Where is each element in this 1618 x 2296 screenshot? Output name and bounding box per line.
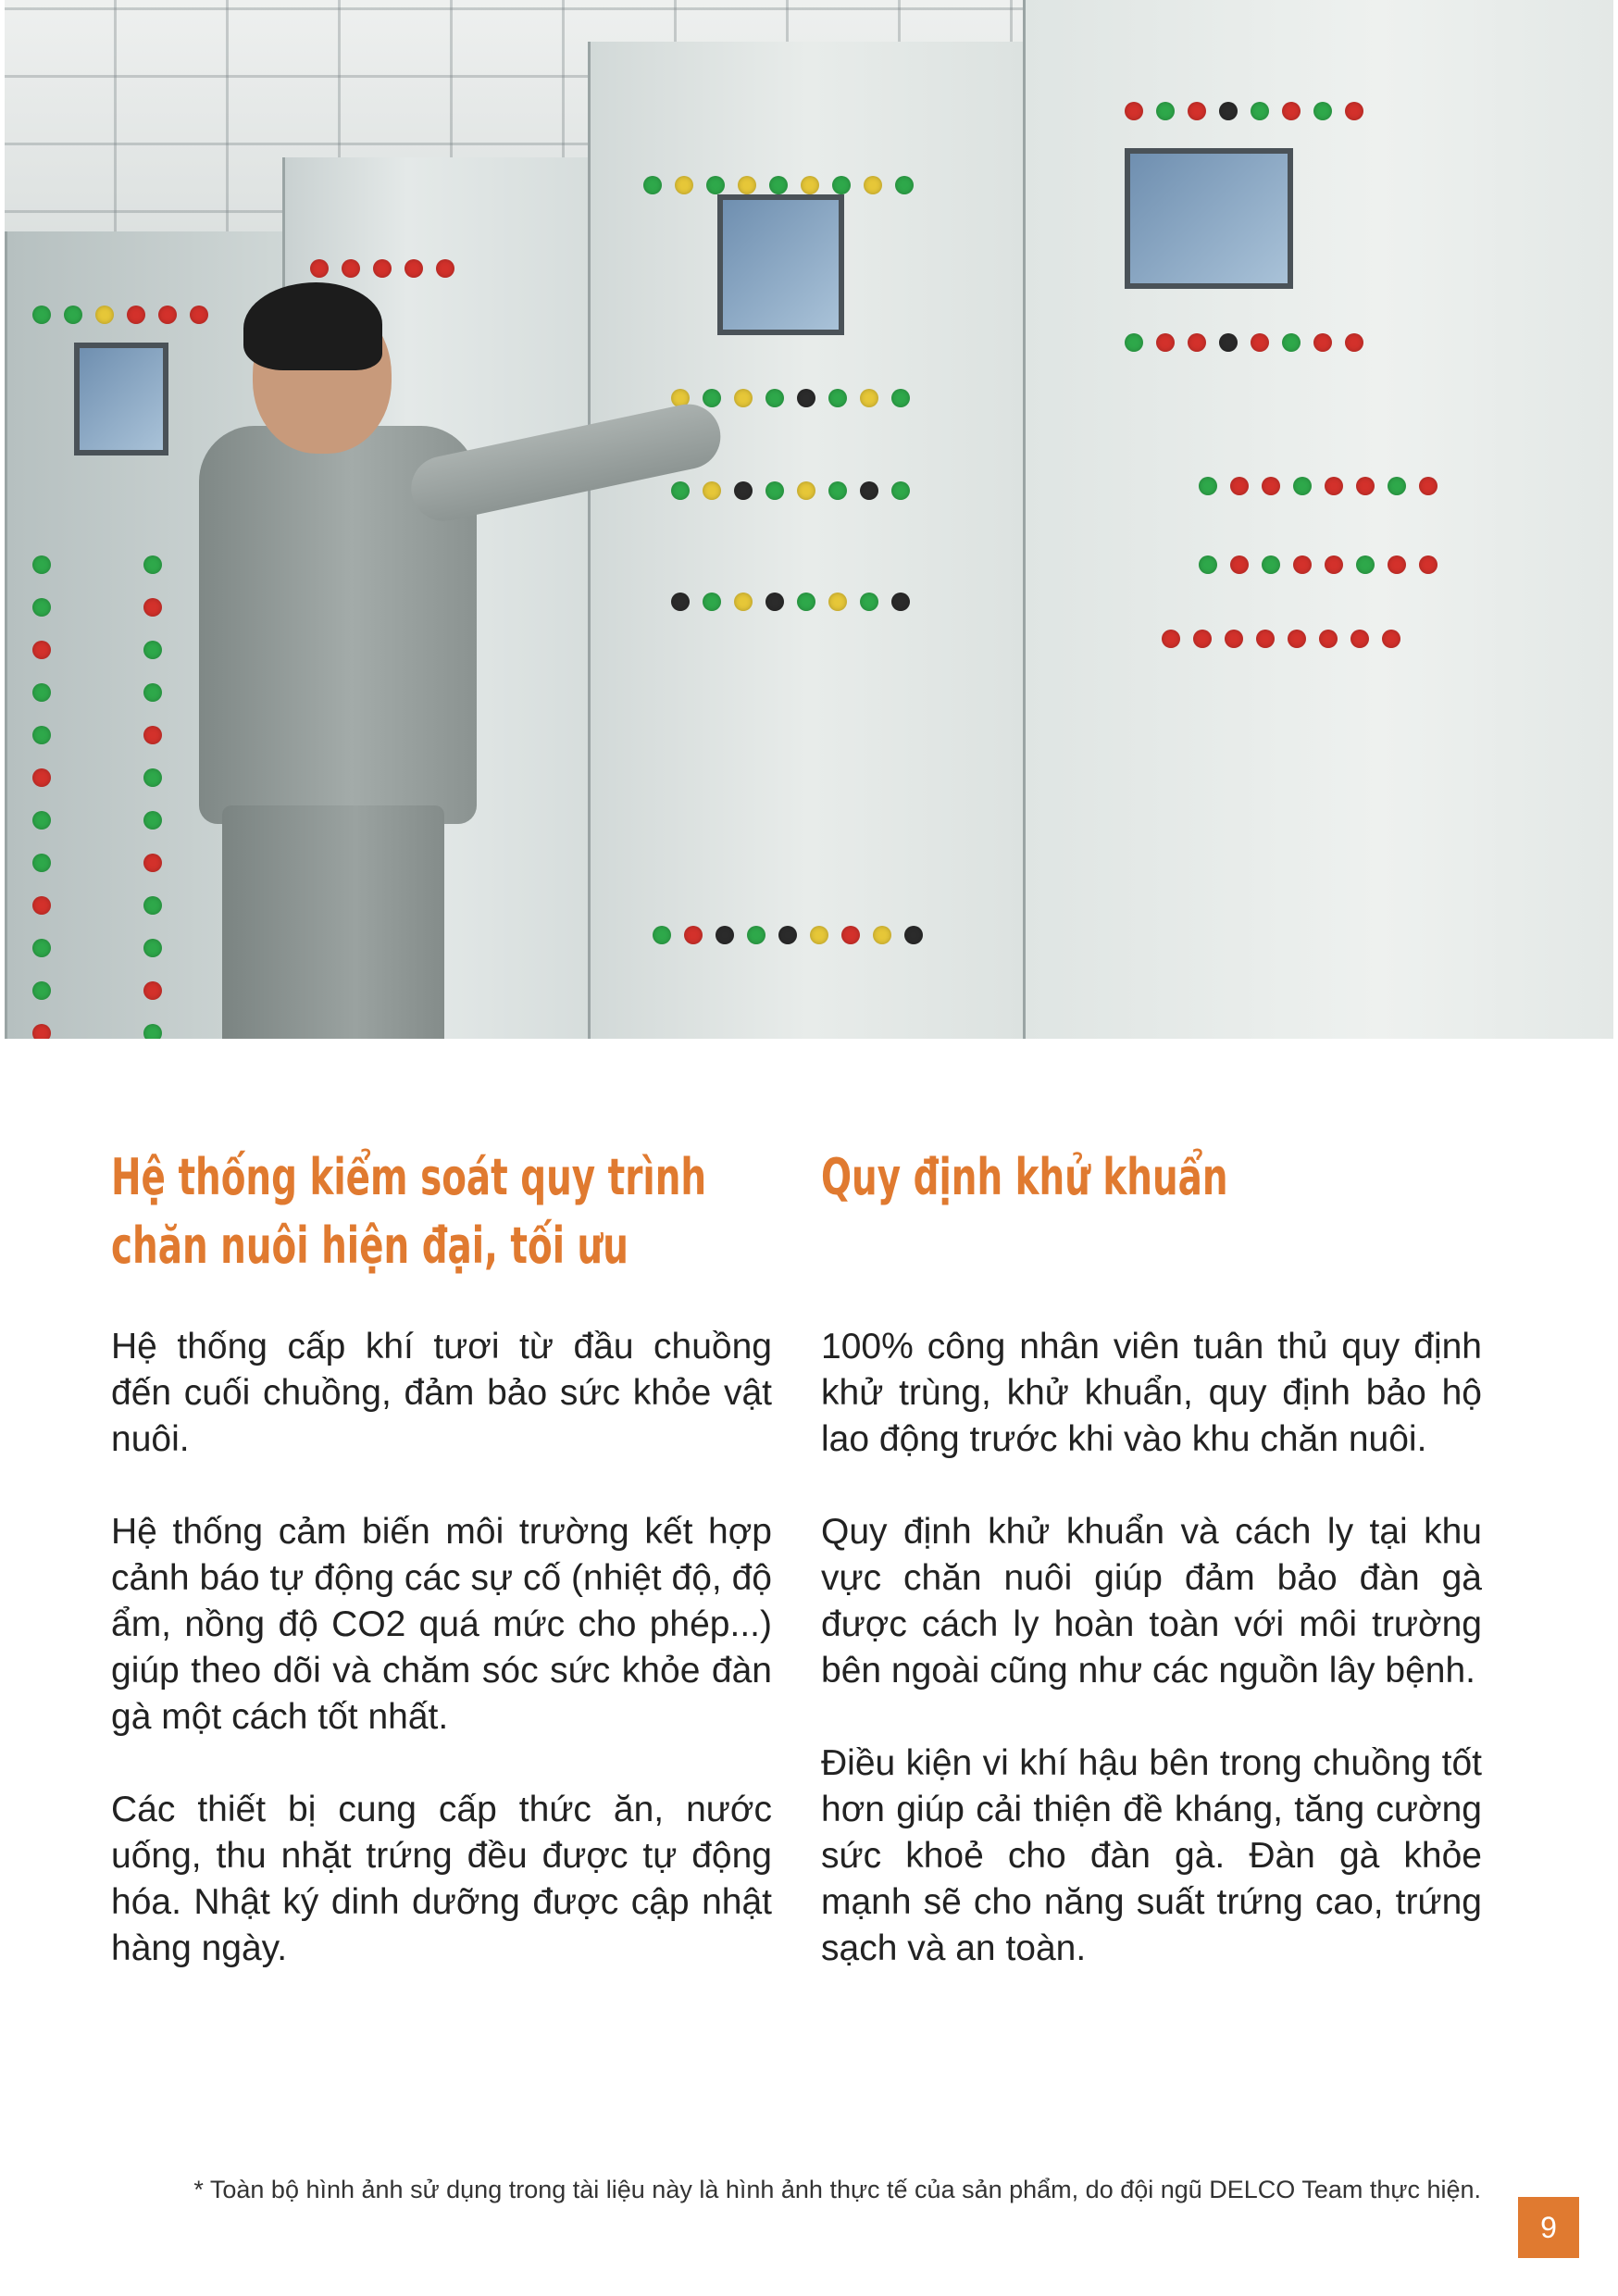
indicator-lamps — [310, 259, 454, 278]
right-paragraph-1: 100% công nhân viên tuân thủ quy định khử trùng, khử khuẩn, quy định bảo hộ lao động trước khi vào khu chăn nuôi. — [821, 1327, 1482, 1459]
indicator-lamps — [32, 306, 208, 324]
indicator-lamps — [1125, 102, 1363, 120]
worker-hair — [243, 282, 382, 370]
control-room-photo — [5, 0, 1613, 1039]
right-heading: Quy định khử khuẩn — [821, 1148, 1228, 1206]
indicator-lamps — [143, 555, 162, 1039]
indicator-lamps — [1125, 333, 1363, 352]
worker-legs — [222, 805, 444, 1039]
indicator-lamps — [643, 176, 914, 194]
hmi-screen-left — [74, 343, 168, 455]
left-paragraph-2: Hệ thống cảm biến môi trường kết hợp cảnh báo tự động các sự cố (nhiệt độ, độ ẩm, nồng độ CO2 quá mức cho phép...) giúp theo dõi và chăm sóc sức khỏe đàn gà một cách tốt nhất. — [111, 1512, 772, 1737]
left-column — [111, 1324, 772, 2018]
hmi-screen-right — [1125, 148, 1293, 289]
indicator-lamps — [1199, 477, 1438, 495]
indicator-lamps — [671, 389, 910, 407]
right-paragraph-3: Điều kiện vi khí hậu bên trong chuồng tốt hơn giúp cải thiện đề kháng, tăng cường sức khoẻ cho đàn gà. Đàn gà khỏe mạnh sẽ cho năng suất trứng cao, trứng sạch và an toàn. — [821, 1743, 1482, 1968]
right-paragraph-2: Quy định khử khuẩn và cách ly tại khu vực chăn nuôi giúp đảm bảo đàn gà được cách ly hoàn toàn với môi trường bên ngoài cũng như các nguồn lây bệnh. — [821, 1512, 1482, 1691]
page-number: 9 — [1518, 2197, 1579, 2258]
indicator-lamps — [671, 481, 910, 500]
right-column — [821, 1324, 1482, 2018]
control-cabinet-right — [1023, 0, 1613, 1039]
hmi-screen-center — [717, 194, 844, 335]
indicator-lamps — [32, 555, 51, 1039]
left-paragraph-1: Hệ thống cấp khí tươi từ đầu chuồng đến cuối chuồng, đảm bảo sức khỏe vật nuôi. — [111, 1327, 772, 1459]
left-heading-line2: chăn nuôi hiện đại, tối ưu — [111, 1217, 629, 1275]
indicator-lamps — [653, 926, 923, 944]
left-paragraph-3: Các thiết bị cung cấp thức ăn, nước uống, thu nhặt trứng đều được tự động hóa. Nhật ký dinh dưỡng được cập nhật hàng ngày. — [111, 1790, 772, 1968]
left-heading-line1: Hệ thống kiểm soát quy trình — [111, 1148, 707, 1206]
left-heading — [111, 1143, 706, 1280]
indicator-lamps — [1199, 555, 1438, 574]
indicator-lamps — [1162, 630, 1400, 648]
footnote: * Toàn bộ hình ảnh sử dụng trong tài liệu này là hình ảnh thực tế của sản phẩm, do đội ngũ DELCO Team thực hiện. — [193, 2176, 1481, 2203]
indicator-lamps — [671, 593, 910, 611]
